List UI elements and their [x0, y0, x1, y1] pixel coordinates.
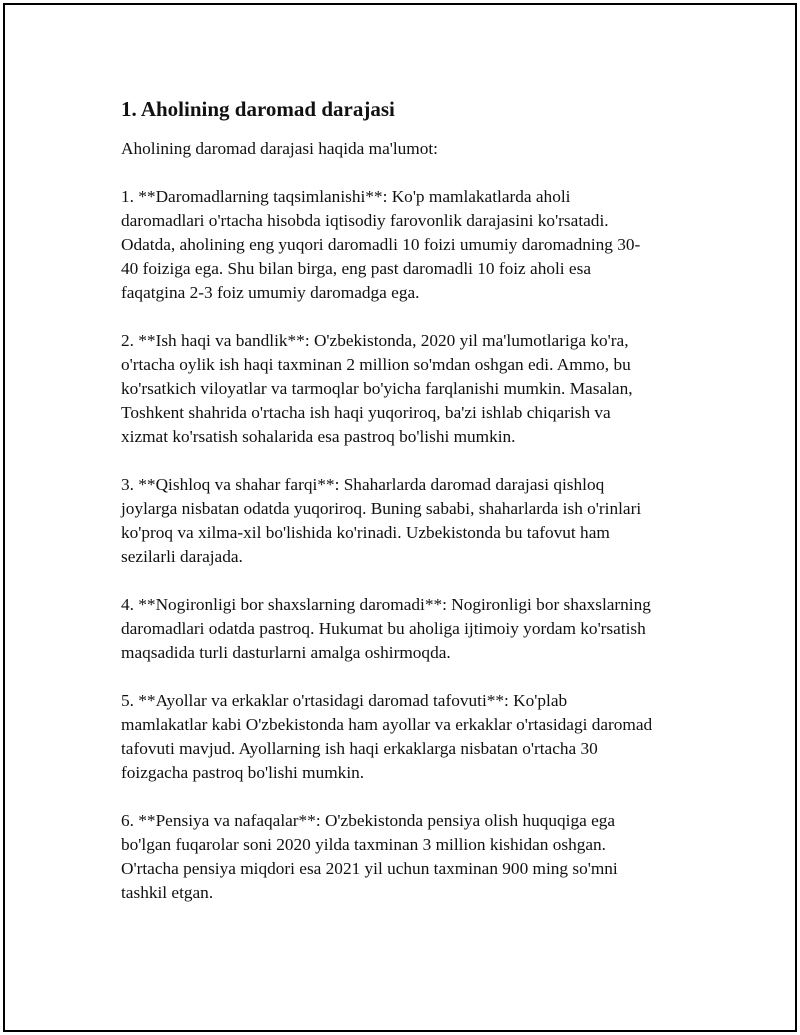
paragraph-income-distribution: [121, 185, 701, 305]
paragraph-line: 2. **Ish haqi va bandlik**: O'zbekistonda, 2020 yil ma'lumotlariga ko'ra,: [121, 331, 629, 350]
paragraph-line: daromadlari o'rtacha hisobda iqtisodiy farovonlik darajasini ko'rsatadi.: [121, 211, 609, 230]
paragraph-gender-gap: [121, 689, 701, 785]
paragraph-line: sezilarli darajada.: [121, 547, 243, 566]
paragraph-line: maqsadida turli dasturlarni amalga oshirmoqda.: [121, 643, 451, 662]
paragraph-line: 6. **Pensiya va nafaqalar**: O'zbekistonda pensiya olish huquqiga ega: [121, 811, 616, 830]
paragraph-line: daromadlari odatda pastroq. Hukumat bu aholiga ijtimoiy yordam ko'rsatish: [121, 619, 646, 638]
paragraph-line: 5. **Ayollar va erkaklar o'rtasidagi daromad tafovuti**: Ko'plab: [121, 691, 568, 710]
paragraph-rural-urban: [121, 473, 701, 569]
paragraph-line: 3. **Qishloq va shahar farqi**: Shaharlarda daromad darajasi qishloq: [121, 475, 605, 494]
paragraph-line: joylarga nisbatan odatda yuqoriroq. Buning sababi, shaharlarda ish o'rinlari: [121, 499, 642, 518]
paragraph-line: Odatda, aholining eng yuqori daromadli 10 foizi umumiy daromadning 30-: [121, 235, 641, 254]
paragraph-line: ko'rsatkich viloyatlar va tarmoqlar bo'yicha farqlanishi mumkin. Masalan,: [121, 379, 633, 398]
paragraph-line: o'rtacha oylik ish haqi taxminan 2 million so'mdan oshgan edi. Ammo, bu: [121, 355, 631, 374]
paragraph-line: tashkil etgan.: [121, 883, 214, 902]
document-content: [121, 95, 701, 929]
document-page: [3, 3, 797, 1032]
intro-text: Aholining daromad darajasi haqida ma'lumot:: [121, 139, 438, 158]
paragraph-line: xizmat ko'rsatish sohalarida esa pastroq bo'lishi mumkin.: [121, 427, 516, 446]
paragraph-line: Toshkent shahrida o'rtacha ish haqi yuqoriroq, ba'zi ishlab chiqarish va: [121, 403, 611, 422]
paragraph-wages-employment: [121, 329, 701, 449]
paragraph-line: 1. **Daromadlarning taqsimlanishi**: Ko'p mamlakatlarda aholi: [121, 187, 571, 206]
paragraph-pensions: [121, 809, 701, 905]
paragraph-line: faqatgina 2-3 foiz umumiy daromadga ega.: [121, 283, 420, 302]
paragraph-line: ko'proq va xilma-xil bo'lishida ko'rinadi. Uzbekistonda bu tafovut ham: [121, 523, 610, 542]
paragraph-line: tafovuti mavjud. Ayollarning ish haqi erkaklarga nisbatan o'rtacha 30: [121, 739, 598, 758]
paragraph-line: 40 foiziga ega. Shu bilan birga, eng past daromadli 10 foiz aholi esa: [121, 259, 591, 278]
document-heading: 1. Aholining daromad darajasi: [121, 97, 395, 121]
paragraph-line: bo'lgan fuqarolar soni 2020 yilda taxminan 3 million kishidan oshgan.: [121, 835, 606, 854]
paragraph-line: foizgacha pastroq bo'lishi mumkin.: [121, 763, 365, 782]
paragraph-line: O'rtacha pensiya miqdori esa 2021 yil uchun taxminan 900 ming so'mni: [121, 859, 618, 878]
paragraph-line: 4. **Nogironligi bor shaxslarning daromadi**: Nogironligi bor shaxslarning: [121, 595, 651, 614]
paragraph-disability-income: [121, 593, 701, 665]
paragraph-line: mamlakatlar kabi O'zbekistonda ham ayollar va erkaklar o'rtasidagi daromad: [121, 715, 653, 734]
